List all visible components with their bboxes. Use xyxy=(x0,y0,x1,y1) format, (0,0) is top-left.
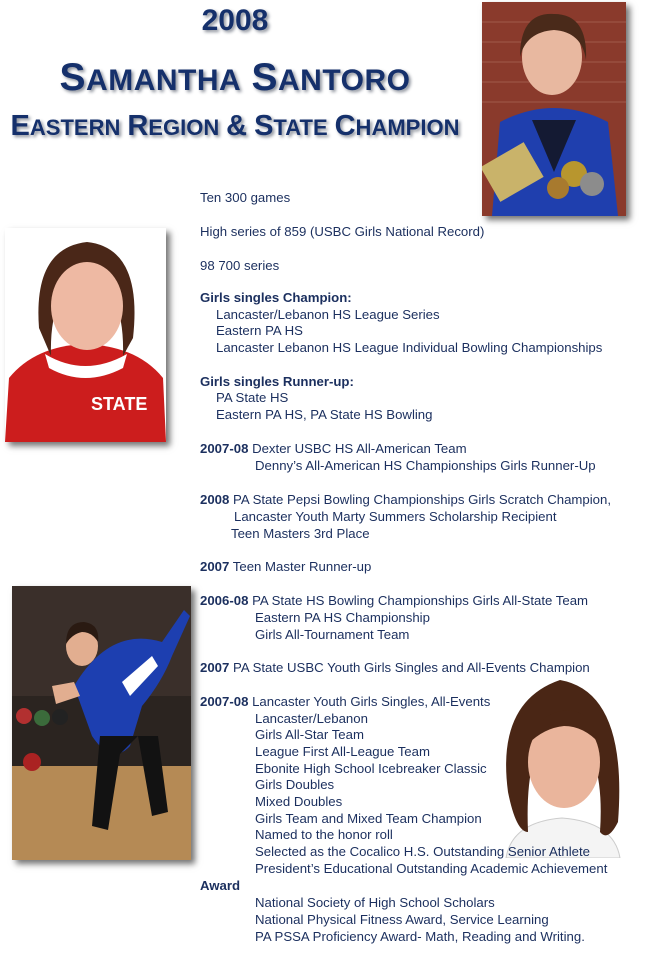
subtitle-text: EASTERN REGION & STATE CHAMPION xyxy=(10,110,460,142)
achievement-line xyxy=(255,627,409,644)
achievement-text: Teen Masters 3rd Place xyxy=(231,526,370,541)
achievement-text: PA State USBC Youth Girls Singles and All-Events Champion xyxy=(233,660,590,675)
achievement-line xyxy=(200,660,590,677)
achievement-line xyxy=(234,509,557,526)
bowling-action-photo xyxy=(12,586,191,860)
achievement-line xyxy=(255,761,487,778)
achievement-label: Girls singles Champion: xyxy=(200,290,352,305)
achievement-line xyxy=(200,224,484,241)
achievement-text: Teen Master Runner-up xyxy=(232,559,372,574)
achievement-line xyxy=(255,794,342,811)
achievement-text: Girls Team and Mixed Team Champion xyxy=(255,811,482,826)
achievement-text: Denny’s All-American HS Championships Girls Runner-Up xyxy=(255,458,596,473)
achievement-text: PA State HS xyxy=(216,390,289,405)
achievement-text: Mixed Doubles xyxy=(255,794,343,809)
achievement-text: Eastern PA HS xyxy=(216,323,303,338)
achievement-text: Selected as the Cocalico H.S. Outstanding Senior Athlete xyxy=(255,844,591,859)
achievement-line xyxy=(200,492,611,509)
achievement-line xyxy=(255,861,607,878)
subtitle-heading xyxy=(0,110,470,143)
achievement-label: Award xyxy=(200,878,241,893)
achievement-line xyxy=(200,190,290,207)
achievement-line xyxy=(255,895,495,912)
achievement-text: Lancaster/Lebanon xyxy=(255,711,368,726)
achievement-line xyxy=(255,929,585,946)
achievement-text: Lancaster Lebanon HS League Individual Bowling Championships xyxy=(216,340,603,355)
achievement-line xyxy=(216,340,602,357)
achievement-text: PA State Pepsi Bowling Championships Girls Scratch Champion, xyxy=(233,492,611,507)
achievement-text: 98 700 series xyxy=(200,258,280,273)
achievement-text: Lancaster Youth Girls Singles, All-Events xyxy=(252,694,491,709)
achievement-line xyxy=(255,711,368,728)
achievement-line xyxy=(200,694,490,711)
achievement-text: Girls All-Star Team xyxy=(255,727,364,742)
trophy-photo xyxy=(482,2,626,216)
achievement-line xyxy=(216,407,432,424)
achievement-line xyxy=(255,844,590,861)
achievement-line xyxy=(216,323,303,340)
achievement-text: Dexter USBC HS All-American Team xyxy=(252,441,467,456)
achievement-text: PA PSSA Proficiency Award- Math, Reading and Writing. xyxy=(255,929,585,944)
achievement-text: Girls Doubles xyxy=(255,777,335,792)
achievement-text: Eastern PA HS, PA State HS Bowling xyxy=(216,407,433,422)
portrait-red-shirt-photo xyxy=(5,228,166,442)
achievement-line xyxy=(255,811,482,828)
achievement-line xyxy=(231,526,370,543)
achievement-text: National Physical Fitness Award, Service Learning xyxy=(255,912,549,927)
achievement-text: Named to the honor roll xyxy=(255,827,393,842)
achievement-text: Lancaster/Lebanon HS League Series xyxy=(216,307,440,322)
svg-text:STATE: STATE xyxy=(91,394,148,414)
achievement-line xyxy=(216,307,440,324)
achievement-line xyxy=(255,912,549,929)
achievement-text: Ten 300 games xyxy=(200,190,291,205)
achievement-line xyxy=(216,390,288,407)
achievement-text: Ebonite High School Icebreaker Classic xyxy=(255,761,487,776)
achievement-text: National Society of High School Scholars xyxy=(255,895,495,910)
achievement-label: 2008 xyxy=(200,492,230,507)
achievement-label: 2007-08 xyxy=(200,694,249,709)
achievement-line xyxy=(255,777,334,794)
athlete-name-heading xyxy=(0,56,470,100)
achievement-line xyxy=(255,744,430,761)
athlete-name-text: SAMANTHA SANTORO xyxy=(59,56,411,99)
achievement-label: 2007-08 xyxy=(200,441,249,456)
achievement-label: Girls singles Runner-up: xyxy=(200,374,354,389)
achievement-text: High series of 859 (USBC Girls National Record) xyxy=(200,224,485,239)
achievement-label: 2007 xyxy=(200,660,230,675)
achievement-line xyxy=(200,258,279,275)
achievement-label: 2007 xyxy=(200,559,230,574)
achievement-text: Girls All-Tournament Team xyxy=(255,627,410,642)
achievement-line xyxy=(255,458,596,475)
achievement-text: PA State HS Bowling Championships Girls All-State Team xyxy=(252,593,589,608)
achievement-line xyxy=(255,727,364,744)
achievement-line xyxy=(200,559,371,576)
achievement-line xyxy=(200,374,354,391)
achievement-line xyxy=(200,878,240,895)
portrait-closeup-photo xyxy=(488,672,636,858)
achievement-line xyxy=(200,441,467,458)
year-heading: 2008 xyxy=(201,4,269,37)
achievement-line xyxy=(255,827,393,844)
achievement-text: Lancaster Youth Marty Summers Scholarship Recipient xyxy=(234,509,557,524)
achievement-line xyxy=(200,290,352,307)
achievement-text: League First All-League Team xyxy=(255,744,430,759)
achievement-line xyxy=(200,593,588,610)
achievement-text: Eastern PA HS Championship xyxy=(255,610,430,625)
achievement-label: 2006-08 xyxy=(200,593,249,608)
achievement-text: President’s Educational Outstanding Academic Achievement xyxy=(255,861,608,876)
achievement-line xyxy=(255,610,430,627)
